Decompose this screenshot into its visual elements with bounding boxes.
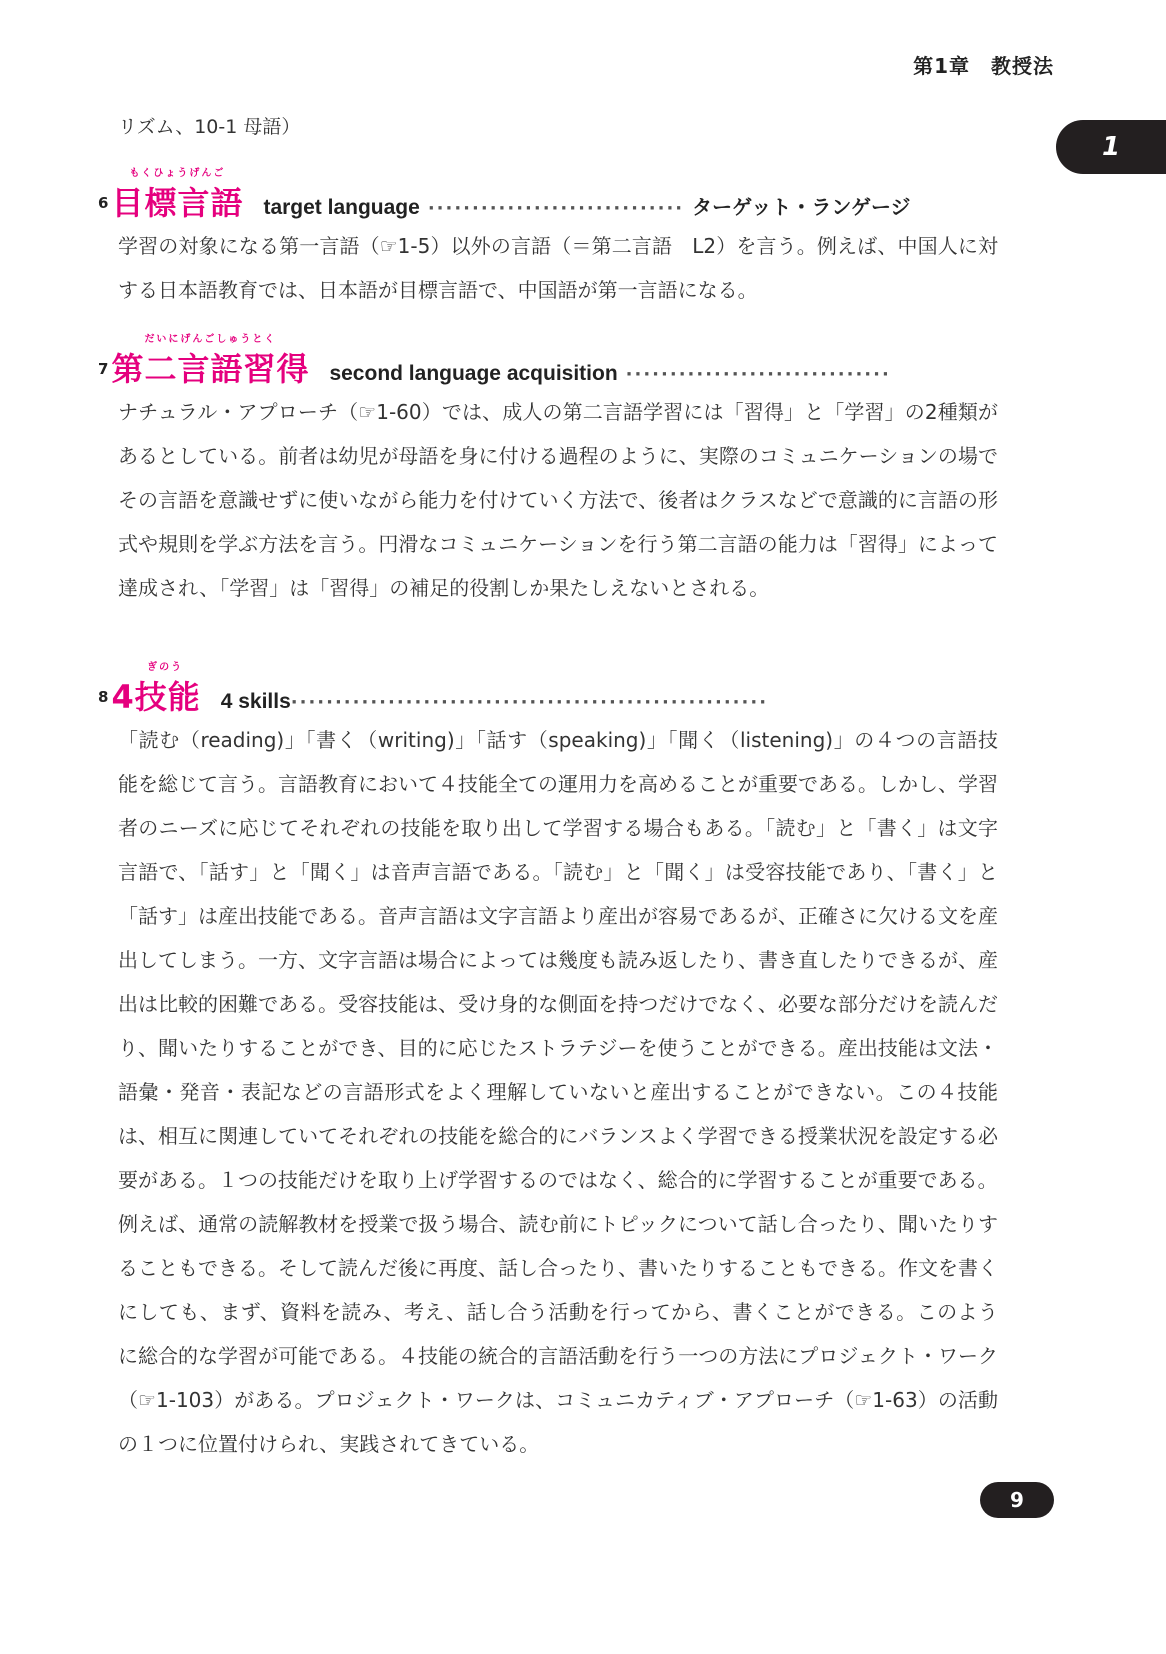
term-text: 目標言語 (111, 184, 244, 222)
entry-english: target language (263, 196, 420, 219)
entry-katakana: ターゲット・ランゲージ (692, 195, 911, 219)
term-reading: もくひょうげんご (129, 168, 226, 179)
entry-term (111, 662, 201, 718)
dot-leader: ····························· (427, 198, 685, 219)
entry-paragraph: ナチュラル・アプローチ（☞1-60）では、成人の第二言語学習には「習得」と「学習」の2種類があるとしている。前者は幼児が母語を身に付ける過程のように、実際のコミュニケーションの場でその言語を意識せずに使いながら能力を付けていく方法で、後者はクラスなどで意識的に言語の形式や規則を学ぶ方法を言う。円滑なコミュニケーションを行う第二言語の能力は「習得」によって達成され、「学習」は「習得」の補足的役割しか果たしえないとされる。 (118, 400, 998, 600)
entry-term (111, 334, 310, 390)
entry-number: 8 (98, 688, 109, 706)
entry-term (111, 168, 244, 224)
entry-english: second language acquisition (329, 362, 618, 385)
term-reading: ぎのう (147, 662, 184, 673)
page-number: 9 (980, 1482, 1054, 1518)
entry-paragraph: 例えば、通常の読解教材を授業で扱う場合、読む前にトピックについて話し合ったり、聞いたりすることもできる。そして読んだ後に再度、話し合ったり、書いたりすることもできる。作文を書くにしても、まず、資料を読み、考え、話し合う活動を行ってから、書くことができる。このように総合的な学習が可能である。４技能の統合的言語活動を行う一つの方法にプロジェクト・ワーク（☞1-103）がある。プロジェクト・ワークは、コミュニカティブ・アプローチ（☞1-63）の活動の１つに位置付けられ、実践されてきている。 (118, 1212, 998, 1456)
entry-heading-7 (98, 334, 988, 390)
entry-number: 6 (98, 194, 109, 212)
entry-paragraph: 「読む（reading)」「書く（writing)」「話す（speaking)」「聞く（listening)」の４つの言語技能を総じて言う。言語教育において４技能全ての運用力を高めることが重要である。しかし、学習者のニーズに応じてそれぞれの技能を取り出して学習する場合もある。「読む」と「書く」は文字言語で、「話す」と「聞く」は音声言語である。「読む」と「聞く」は受容技能であり、「書く」と「話す」は産出技能である。音声言語は文字言語より産出が容易であるが、正確さに欠ける文を産出してしまう。一方、文字言語は場合によっては幾度も読み返したり、書き直したりできるが、産出は比較的困難である。受容技能は、受け身的な側面を持つだけでなく、必要な部分だけを読んだり、聞いたりすることができ、目的に応じたストラテジーを使うことができる。産出技能は文法・語彙・発音・表記などの言語形式をよく理解していないと産出することができない。この４技能は、相互に関連していてそれぞれの技能を総合的にバランスよく学習できる授業状況を設定する必要がある。１つの技能だけを取り上げ学習するのではなく、総合的に学習することが重要である。 (118, 728, 998, 1192)
entry-english: 4 skills (220, 690, 291, 713)
entry-number: 7 (98, 360, 109, 378)
term-text: 第二言語習得 (111, 350, 310, 388)
continuation-text: リズム、10-1 母語） (118, 116, 301, 138)
entry-heading-6 (98, 168, 988, 224)
chapter-header: 第1章 教授法 (913, 54, 1054, 78)
term-reading: だいにげんごしゅうとく (144, 334, 277, 345)
entry-heading-8 (98, 662, 988, 718)
dot-leader: ······························ (625, 364, 891, 385)
dot-leader: ······················································ (290, 692, 769, 713)
term-text: 4技能 (111, 678, 201, 716)
chapter-tab: 1 (1056, 120, 1166, 174)
entry-paragraph: 学習の対象になる第一言語（☞1-5）以外の言語（＝第二言語 L2）を言う。例えば、中国人に対する日本語教育では、日本語が目標言語で、中国語が第一言語になる。 (118, 234, 998, 302)
